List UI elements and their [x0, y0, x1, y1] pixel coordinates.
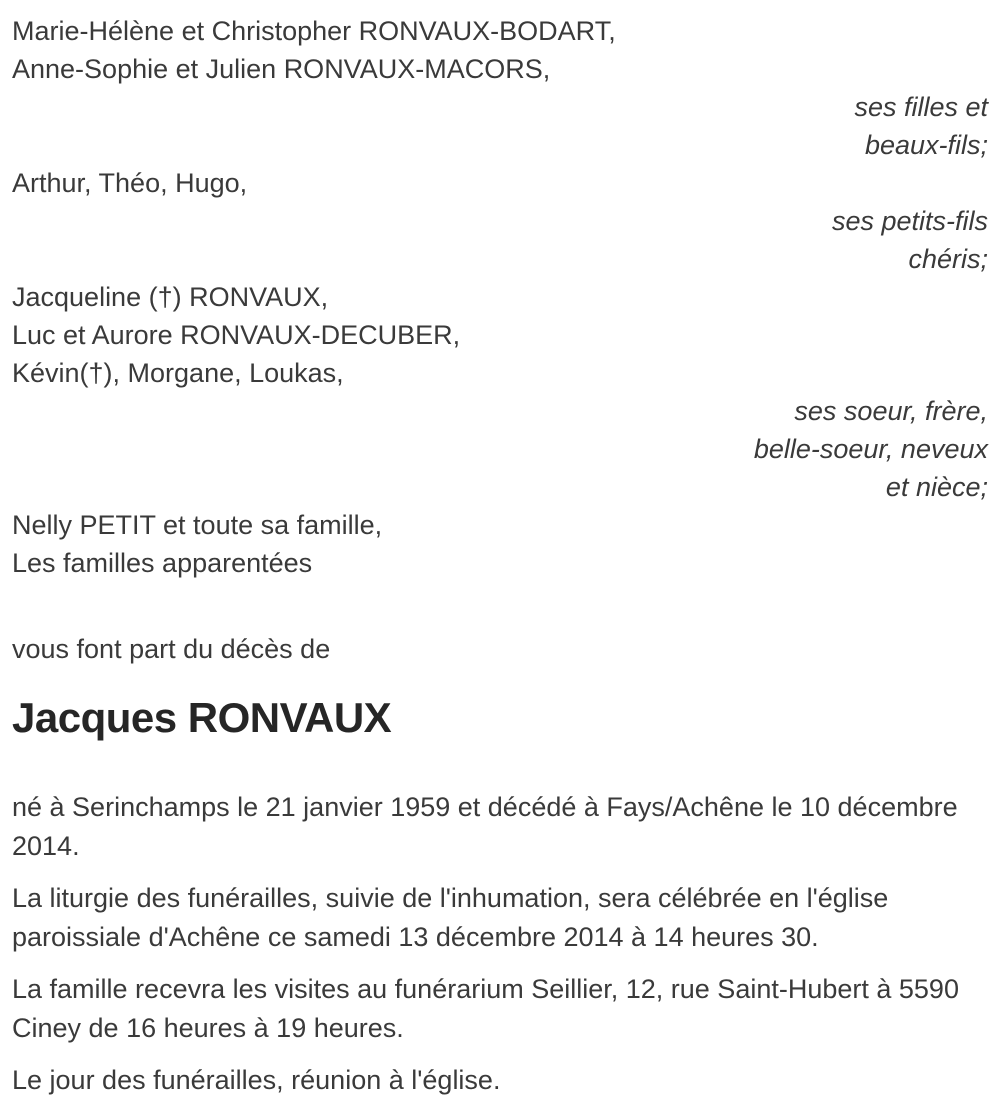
relation-line: ses soeur, frère, — [794, 396, 988, 426]
family-names-line: Les familles apparentées — [12, 548, 313, 578]
family-section — [12, 12, 988, 582]
relation-line: chéris; — [908, 244, 988, 274]
relation-line: belle-soeur, neveux — [753, 434, 988, 464]
relation-line: beaux-fils; — [864, 130, 988, 160]
family-names-line: Jacqueline (†) RONVAUX, — [12, 282, 329, 312]
notice-paragraph-birth-death: né à Serinchamps le 21 janvier 1959 et décédé à Fays/Achêne le 10 décembre 2014. — [12, 792, 958, 861]
family-names-line: Marie-Hélène et Christopher RONVAUX-BODART, — [12, 16, 616, 46]
relation-line: et nièce; — [885, 472, 988, 502]
notice-section — [12, 788, 988, 1100]
relation-line: ses filles et — [854, 92, 988, 122]
notice-paragraph-reunion: Le jour des funérailles, réunion à l'église. — [12, 1065, 501, 1095]
family-names-line: Luc et Aurore RONVAUX-DECUBER, — [12, 320, 461, 350]
relation-line: ses petits-fils — [831, 206, 988, 236]
family-names-line: Anne-Sophie et Julien RONVAUX-MACORS, — [12, 54, 551, 84]
family-names-line: Kévin(†), Morgane, Loukas, — [12, 358, 344, 388]
family-names-line: Arthur, Théo, Hugo, — [12, 168, 248, 198]
deceased-name: Jacques RONVAUX — [12, 694, 392, 741]
family-names-line: Nelly PETIT et toute sa famille, — [12, 510, 383, 540]
intro-line: vous font part du décès de — [12, 634, 331, 664]
notice-paragraph-liturgy: La liturgie des funérailles, suivie de l'inhumation, sera célébrée en l'église paroissiale d'Achêne ce samedi 13 décembre 2014 à 14 heures 30. — [12, 883, 889, 952]
notice-paragraph-visits: La famille recevra les visites au funérarium Seillier, 12, rue Saint-Hubert à 5590 Ciney de 16 heures à 19 heures. — [12, 974, 959, 1043]
